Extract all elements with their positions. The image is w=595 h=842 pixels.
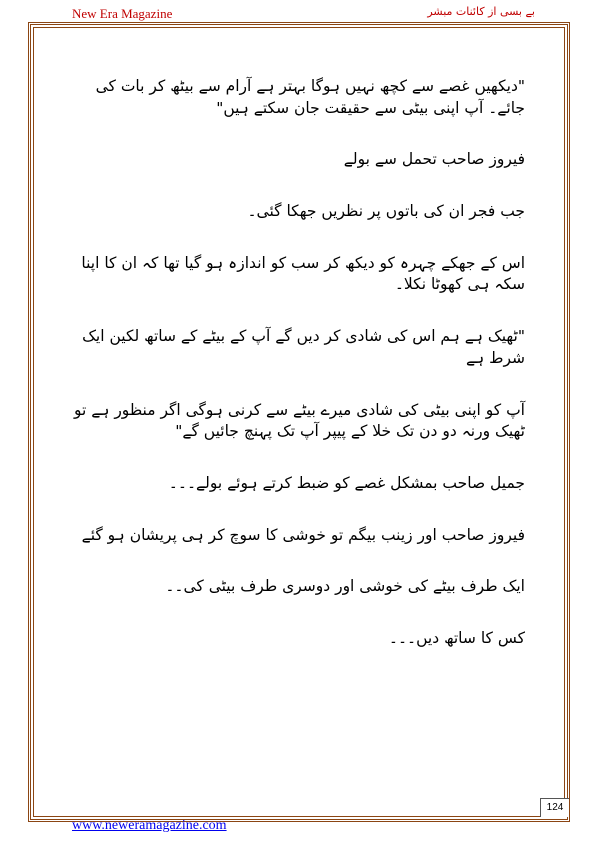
- page-number: 124: [540, 798, 569, 817]
- paragraph-8: فیروز صاحب اور زینب بیگم تو خوشی کا سوچ کر ہی پریشان ہو گئے: [81, 525, 525, 544]
- paragraph-3: جب فجر ان کی باتوں پر نظریں جھکا گئی۔: [247, 202, 525, 221]
- novel-title: بے بسی از کائنات مبشر: [427, 5, 535, 18]
- website-link[interactable]: www.neweramagazine.com: [72, 818, 227, 833]
- paragraph-6: آپ کو اپنی بیٹی کی شادی میرے بیٹے سے کرنی ہوگی اگر منظور ہے تو ٹھیک ورنہ دو دن تک خلا کے پیپر آپ تک پہنچ جائیں گے": [73, 400, 525, 441]
- paragraph-2: فیروز صاحب تحمل سے بولے: [343, 150, 525, 169]
- paragraph-5: "ٹھیک ہے ہم اس کی شادی کر دیں گے آپ کے بیٹے کے ساتھ لکین ایک شرط ہے: [82, 327, 525, 367]
- paragraph-9: ایک طرف بیٹے کی خوشی اور دوسری طرف بیٹی کی۔۔: [165, 577, 525, 596]
- paragraph-4: اس کے جھکے چہرہ کو دیکھ کر سب کو اندازہ ہو گیا تھا کہ ان کا اپنا سکہ ہی کھوٹا نکلا۔: [81, 253, 525, 294]
- paragraph-1: "دیکھیں غصے سے کچھ نہیں ہوگا بہتر ہے آرام سے بیٹھ کر بات کی جائے۔ آپ اپنی بیٹی سے حقیقت جان سکتے ہیں": [95, 77, 525, 117]
- magazine-name: New Era Magazine: [72, 6, 173, 21]
- story-text: [70, 76, 525, 650]
- paragraph-10: کس کا ساتھ دیں۔۔۔: [388, 628, 525, 647]
- paragraph-7: جمیل صاحب بمشکل غصے کو ضبط کرتے ہوئے بولے۔۔۔: [168, 473, 525, 492]
